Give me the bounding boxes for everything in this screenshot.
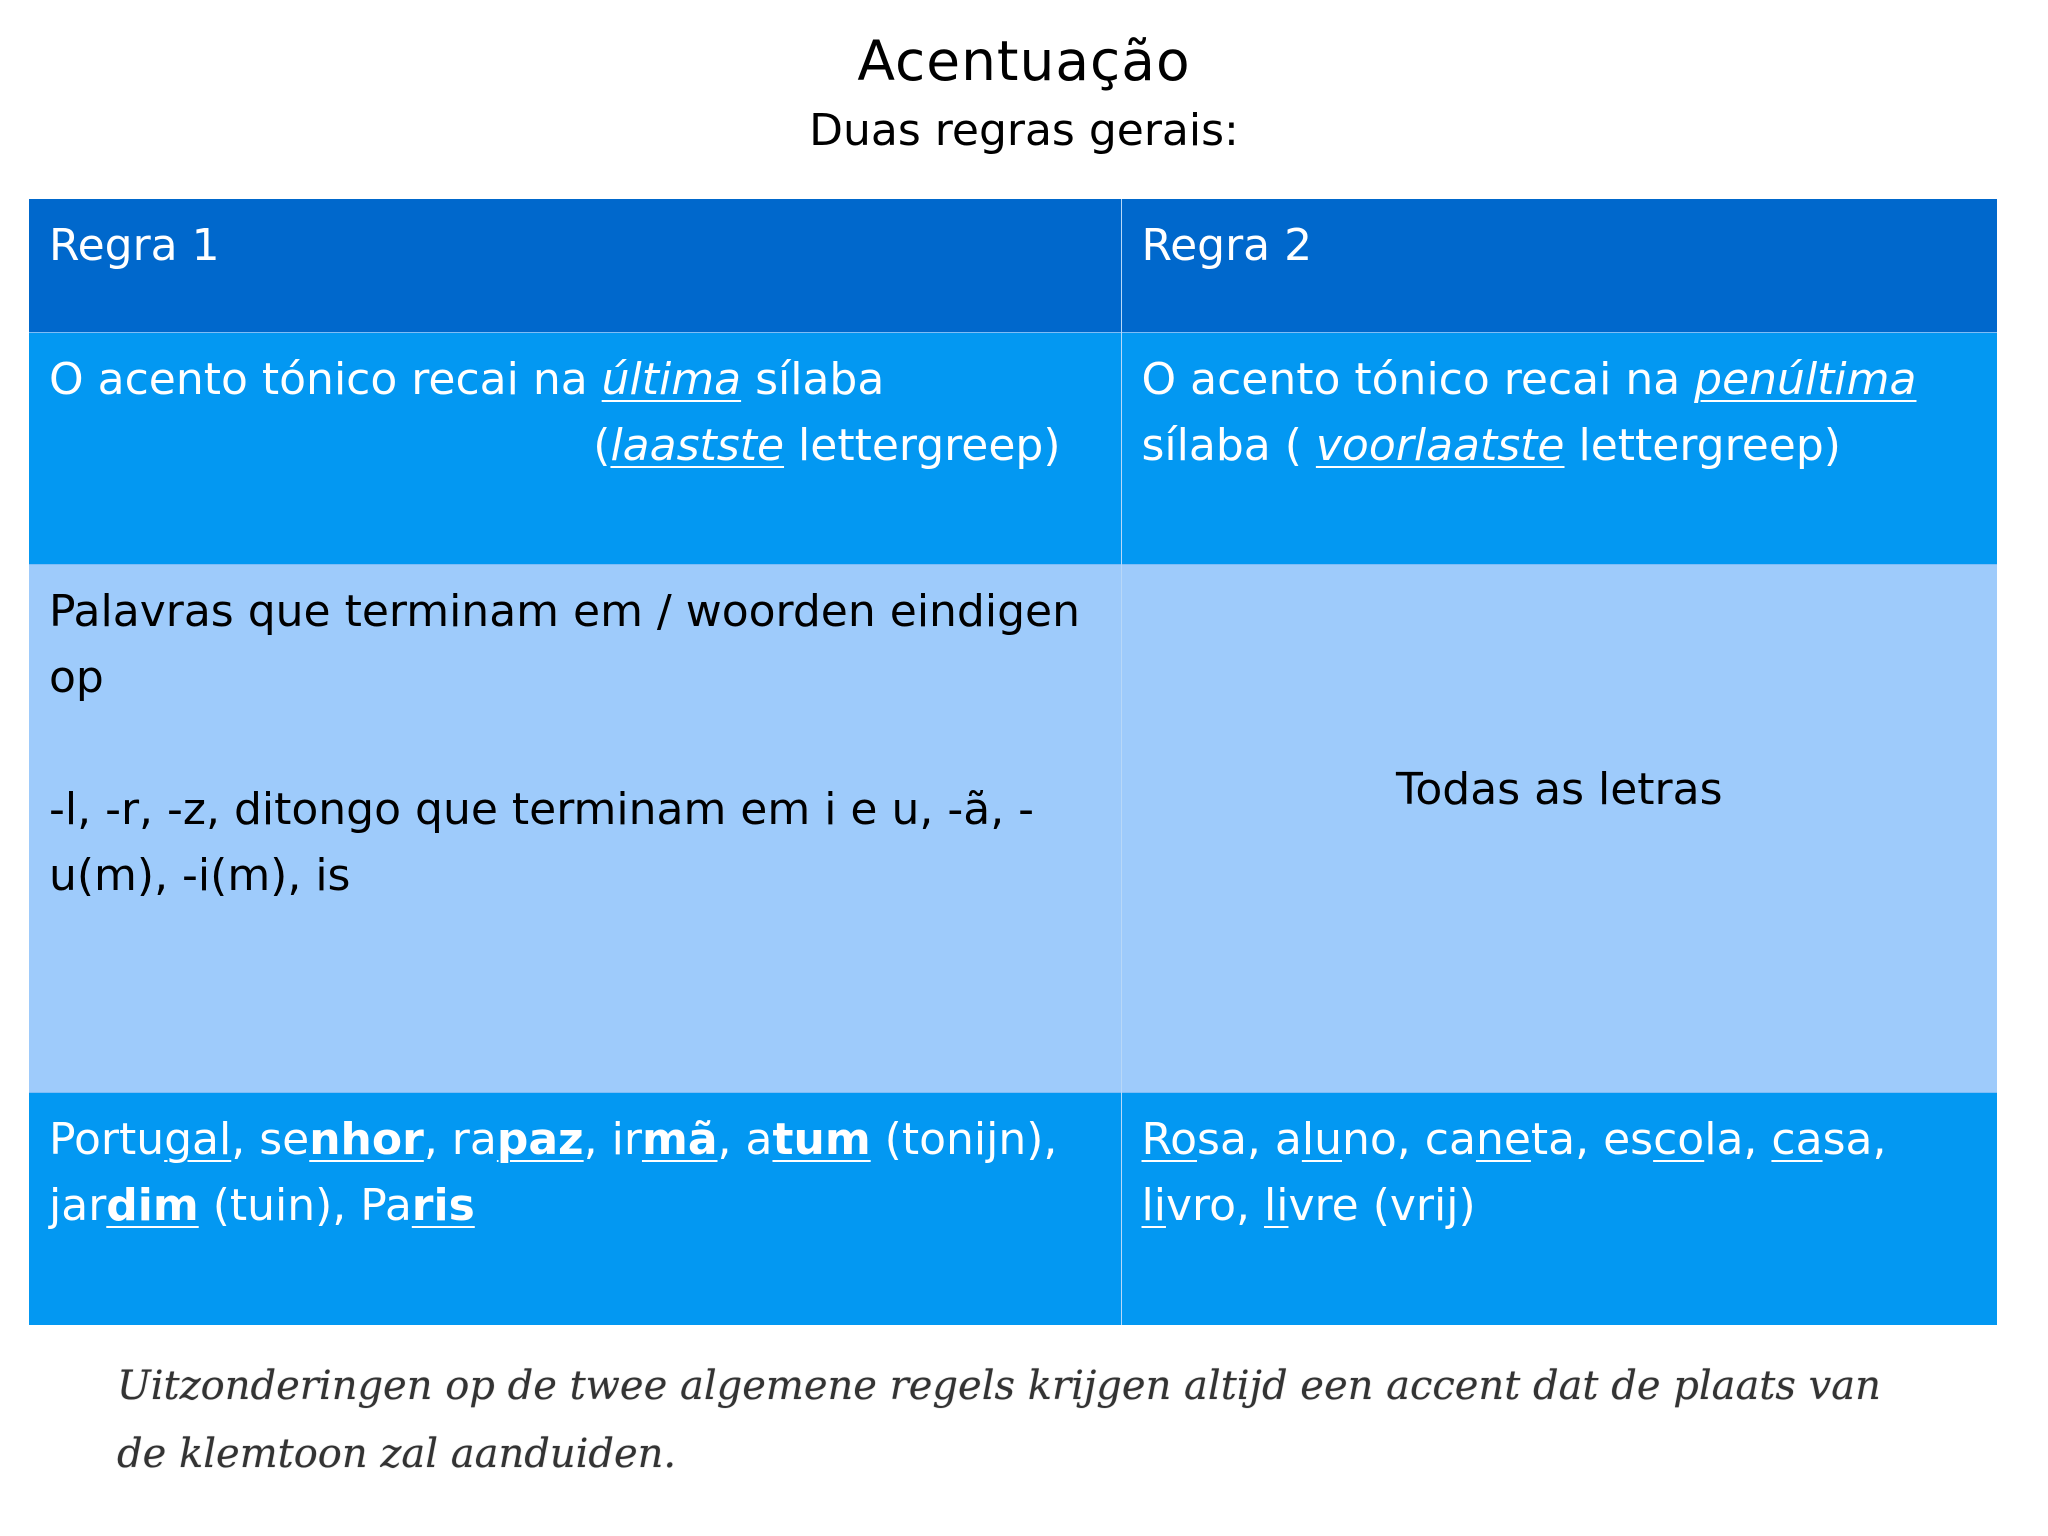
example-separator: , — [1236, 1179, 1265, 1231]
example-stressed-syllable: co — [1653, 1113, 1705, 1165]
rules-table — [29, 199, 1997, 1325]
example-word — [49, 1180, 360, 1231]
examples-row — [29, 1092, 1997, 1325]
endings1-intro: Palavras que terminam em / woorden eindigen op — [49, 585, 1080, 703]
page-subtitle — [0, 101, 2048, 161]
example-word — [1142, 1180, 1265, 1231]
example-unstressed: sa — [1822, 1113, 1873, 1165]
example-unstressed: Pa — [360, 1179, 412, 1231]
example-word — [452, 1114, 612, 1165]
example-stressed-syllable: tum — [772, 1113, 871, 1165]
example-stressed-syllable: ris — [411, 1179, 475, 1231]
example-separator: , — [423, 1113, 452, 1165]
def2-pre: O acento tónico recai na — [1141, 353, 1695, 405]
example-prefix: es — [1603, 1113, 1654, 1165]
subtitle-text: Duas regras gerais: — [809, 105, 1239, 156]
example-word — [1603, 1114, 1771, 1165]
endings-rule-1 — [29, 564, 1121, 1092]
example-unstressed: vre — [1288, 1179, 1359, 1231]
spacer — [49, 711, 1101, 777]
example-stressed-syllable: li — [1141, 1179, 1166, 1231]
example-word — [746, 1114, 1058, 1165]
example-separator: (tonijn), — [870, 1113, 1058, 1165]
example-unstressed: ta — [1530, 1113, 1576, 1165]
examples-rule-2 — [1121, 1092, 1997, 1325]
example-word — [1425, 1114, 1603, 1165]
example-separator: , — [1575, 1113, 1604, 1165]
example-word — [1264, 1180, 1476, 1231]
example-word — [1771, 1114, 1886, 1165]
example-stressed-syllable: lu — [1301, 1113, 1342, 1165]
examples-rule-1 — [29, 1092, 1121, 1325]
table-header-row — [29, 199, 1997, 332]
example-word — [49, 1114, 259, 1165]
example-unstressed: jar — [49, 1179, 107, 1231]
example-unstressed: sa — [1197, 1113, 1247, 1165]
example-separator: , — [1872, 1113, 1887, 1165]
def1-line2-open: ( — [593, 419, 611, 471]
def2-line2-pre: sílaba ( — [1141, 419, 1316, 471]
def1-line2-post: lettergreep) — [784, 419, 1061, 471]
def1-line2-emph: laastste — [610, 419, 785, 471]
endings-rule-2 — [1121, 564, 1997, 1092]
def2-line2-emph: voorlaatste — [1315, 419, 1565, 471]
definition-rule-1 — [29, 332, 1121, 564]
header-rule-2: Regra 2 — [1121, 199, 1997, 332]
example-unstressed: ir — [611, 1113, 642, 1165]
example-stressed-syllable: li — [1264, 1179, 1289, 1231]
example-separator: , — [231, 1113, 260, 1165]
example-unstressed: a — [745, 1113, 773, 1165]
header-rule-1: Regra 1 — [29, 199, 1121, 332]
def1-emph: última — [601, 353, 742, 405]
endings2-text: Todas as letras — [1395, 764, 1723, 815]
example-word — [612, 1114, 746, 1165]
def2-emph: penúltima — [1694, 353, 1917, 405]
definition-rule-2 — [1121, 332, 1997, 564]
example-unstressed: Portu — [49, 1113, 165, 1165]
example-stressed-syllable: dim — [106, 1179, 199, 1231]
endings-row — [29, 564, 1997, 1092]
example-separator: , — [1743, 1113, 1772, 1165]
example-word — [1142, 1114, 1275, 1165]
def2-line2-post: lettergreep) — [1564, 419, 1841, 471]
example-unstressed: vro — [1165, 1179, 1237, 1231]
example-separator: , — [717, 1113, 746, 1165]
example-word — [259, 1114, 452, 1165]
def1-line2 — [49, 413, 1101, 479]
example-unstressed: ra — [451, 1113, 497, 1165]
definition-row — [29, 332, 1997, 564]
def1-post: sílaba — [741, 353, 885, 405]
example-unstressed: no — [1341, 1113, 1397, 1165]
example-stressed-syllable: paz — [496, 1113, 584, 1165]
example-separator: (tuin), — [198, 1179, 361, 1231]
example-stressed-syllable: nhor — [309, 1113, 424, 1165]
example-separator: , — [1246, 1113, 1275, 1165]
example-stressed-syllable: gal — [164, 1113, 232, 1165]
example-stressed-syllable: ne — [1475, 1113, 1531, 1165]
example-prefix: ca — [1424, 1113, 1476, 1165]
example-separator: , — [583, 1113, 612, 1165]
exceptions-note: Uitzonderingen op de twee algemene regels krijgen altijd een accent dat de plaats van de klemtoon zal aanduiden. — [117, 1363, 1881, 1477]
example-unstressed: se — [259, 1113, 310, 1165]
example-stressed-syllable: Ro — [1141, 1113, 1198, 1165]
example-word — [1275, 1114, 1425, 1165]
endings1-list: -l, -r, -z, ditongo que terminam em i e u, -ã, -u(m), -i(m), is — [49, 783, 1035, 901]
page-title: Acentuação — [857, 29, 1191, 93]
def1-pre: O acento tónico recai na — [49, 353, 602, 405]
example-stressed-syllable: mã — [641, 1113, 718, 1165]
example-prefix: a — [1274, 1113, 1302, 1165]
example-unstressed: la — [1704, 1113, 1744, 1165]
example-stressed-syllable: ca — [1771, 1113, 1823, 1165]
example-word — [360, 1180, 475, 1231]
example-separator: , — [1396, 1113, 1425, 1165]
example-separator: (vrij) — [1358, 1179, 1476, 1231]
